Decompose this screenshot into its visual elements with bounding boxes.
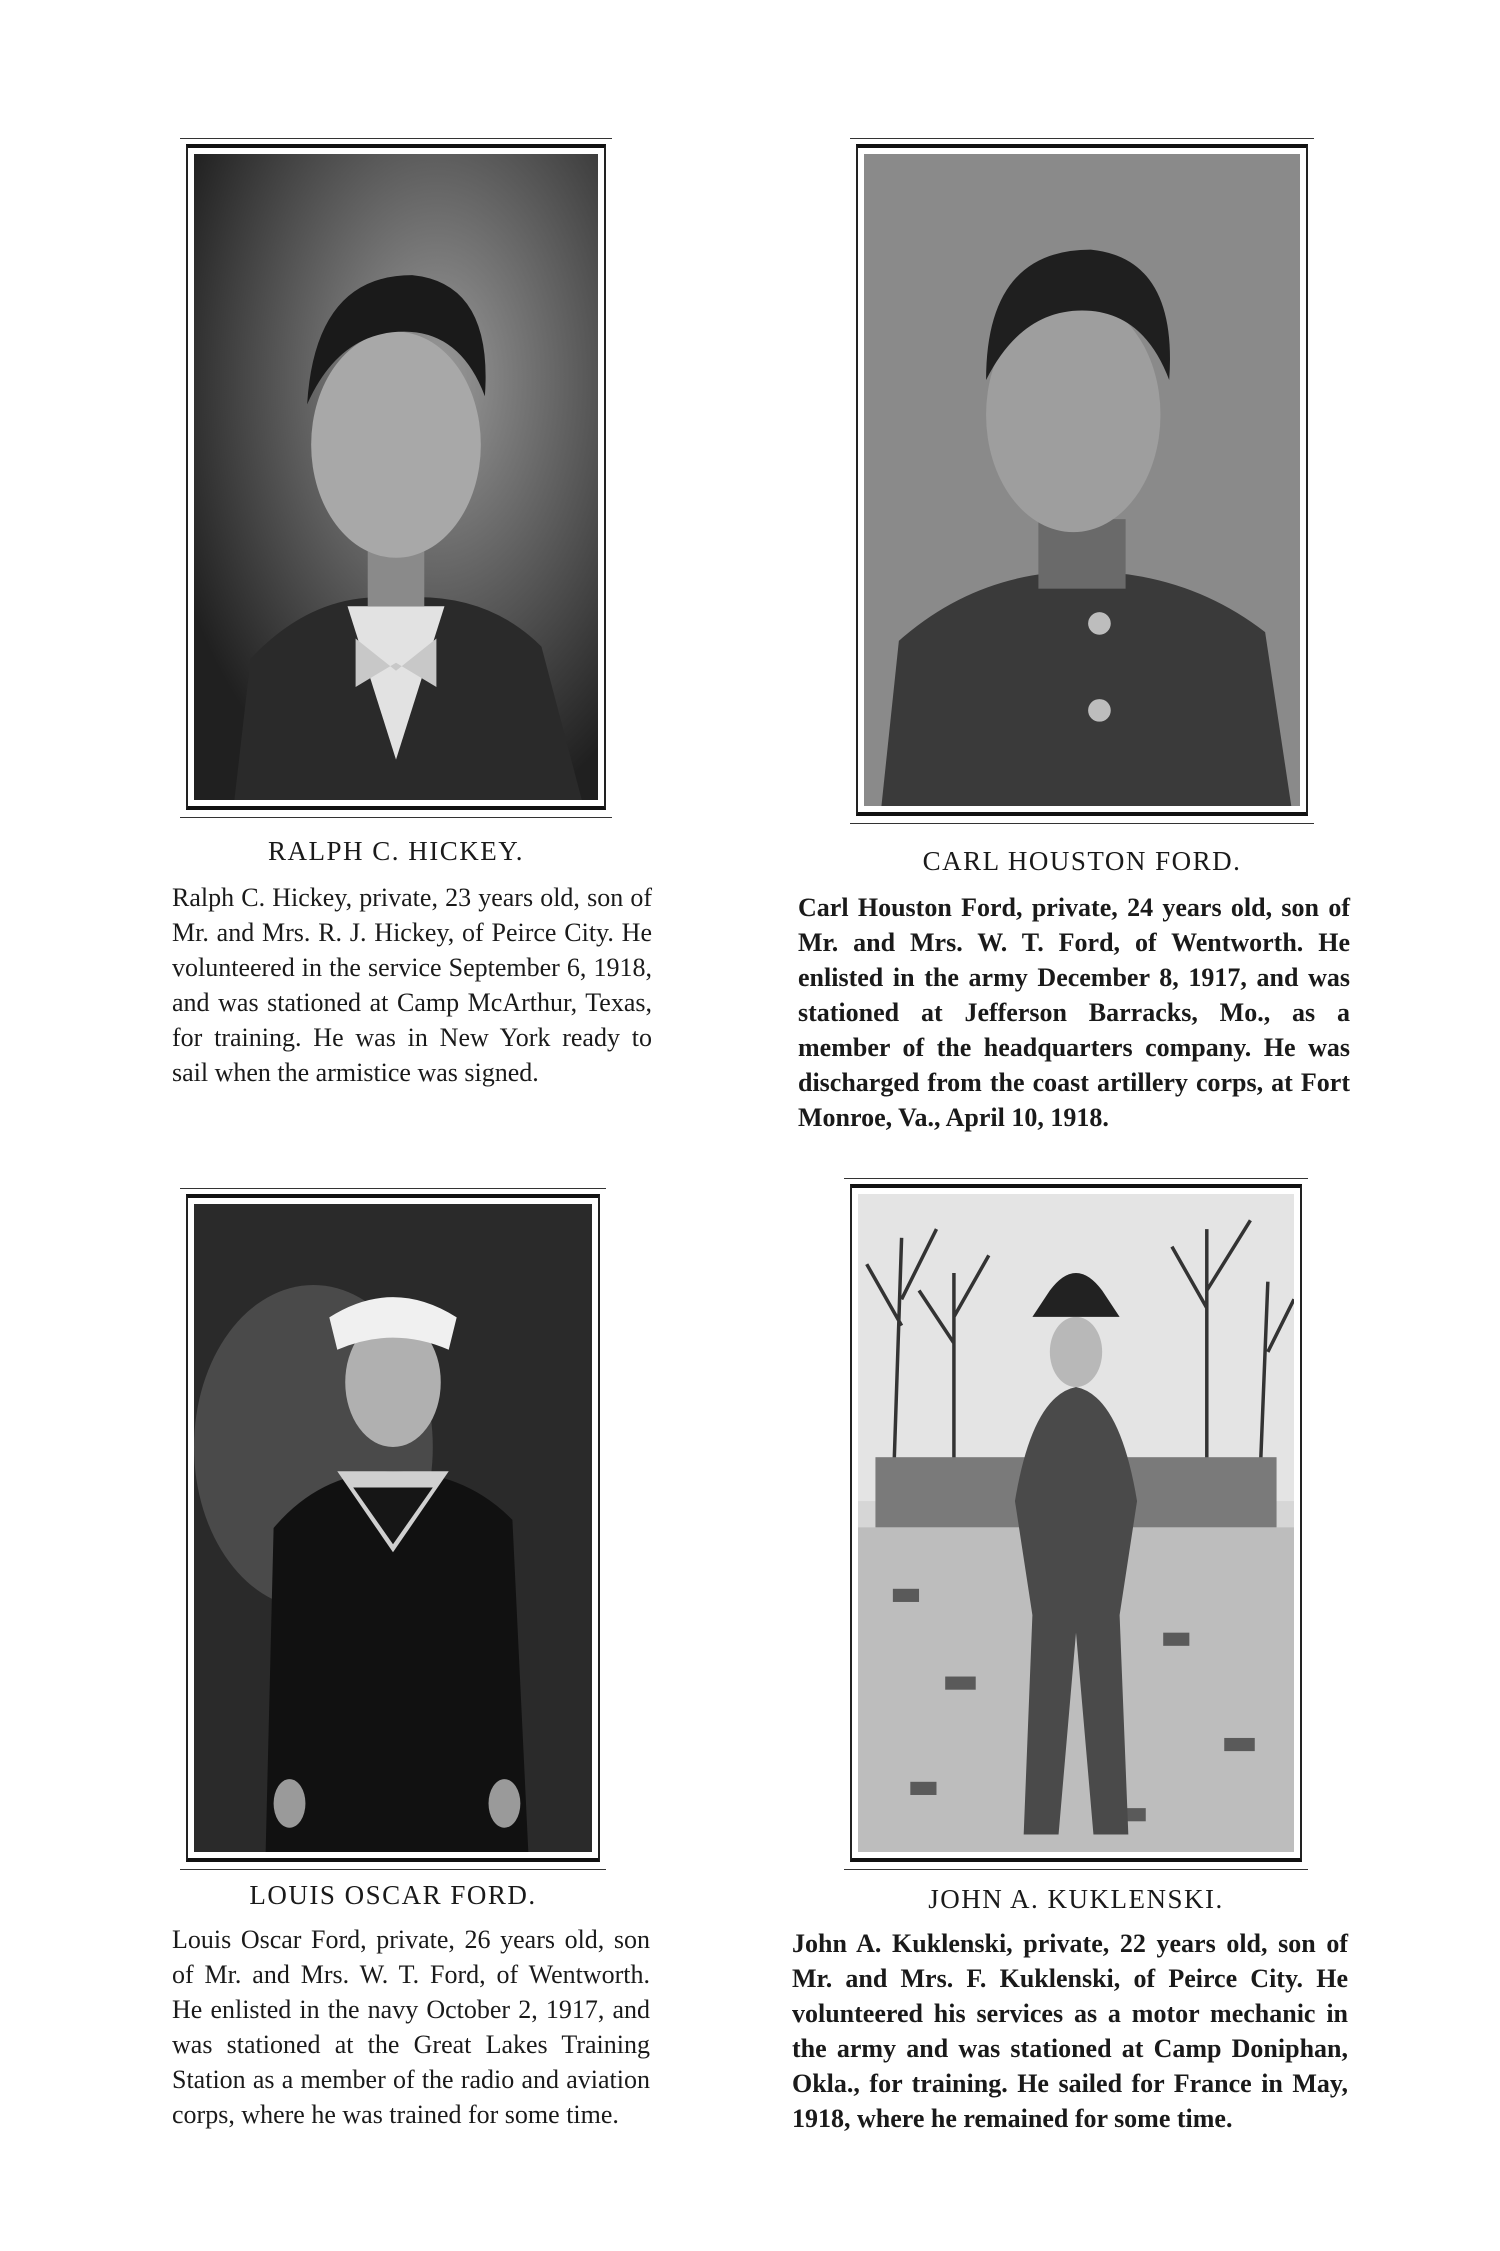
- portrait-photo-carl-ford: [864, 154, 1300, 806]
- bio-kuklenski: John A. Kuklenski, private, 22 years old, son of Mr. and Mrs. F. Kuklenski, of Peirce City. He volunteered his services as a motor mechanic in the army and was stationed at Camp Doniphan, Okla., for training. He sailed for France in May, 1918, where he remained for some time.: [792, 1929, 1348, 2133]
- bio-carl-ford: Carl Houston Ford, private, 24 years old, son of Mr. and Mrs. W. T. Ford, of Wentworth. He enlisted in the army December 8, 1917, and was stationed at Jefferson Barracks, Mo., as a member of the headquarters company. He was discharged from the coast artillery corps, at Fort Monroe, Va., April 10, 1918.: [798, 893, 1350, 1132]
- name-kuklenski: JOHN A. KUKLENSKI.: [928, 1884, 1224, 1914]
- portrait-frame-hickey: [186, 144, 606, 810]
- portrait-photo-kuklenski: [858, 1194, 1294, 1852]
- name-hickey: RALPH C. HICKEY.: [267, 836, 525, 866]
- name-louis-ford: LOUIS OSCAR FORD.: [249, 1880, 537, 1910]
- portrait-frame-louis-ford: [186, 1194, 600, 1862]
- portrait-frame-kuklenski: [850, 1184, 1302, 1862]
- portrait-frame-carl-ford: [856, 144, 1308, 816]
- bio-hickey: Ralph C. Hickey, private, 23 years old, son of Mr. and Mrs. R. J. Hickey, of Peirce City. He volunteered in the service September 6, 1918, and was stationed at Camp McArthur, Texas, for training. He was in New York ready to sail when the armistice was signed.: [172, 883, 652, 1087]
- name-carl-ford: CARL HOUSTON FORD.: [922, 846, 1242, 876]
- bio-louis-ford: Louis Oscar Ford, private, 26 years old, son of Mr. and Mrs. W. T. Ford, of Wentworth. He enlisted in the navy October 2, 1917, and was stationed at the Great Lakes Training Station as a member of the radio and aviation corps, where he was trained for some time.: [172, 1925, 650, 2129]
- portrait-photo-louis-ford: [194, 1204, 592, 1852]
- portrait-photo-hickey: [194, 154, 598, 800]
